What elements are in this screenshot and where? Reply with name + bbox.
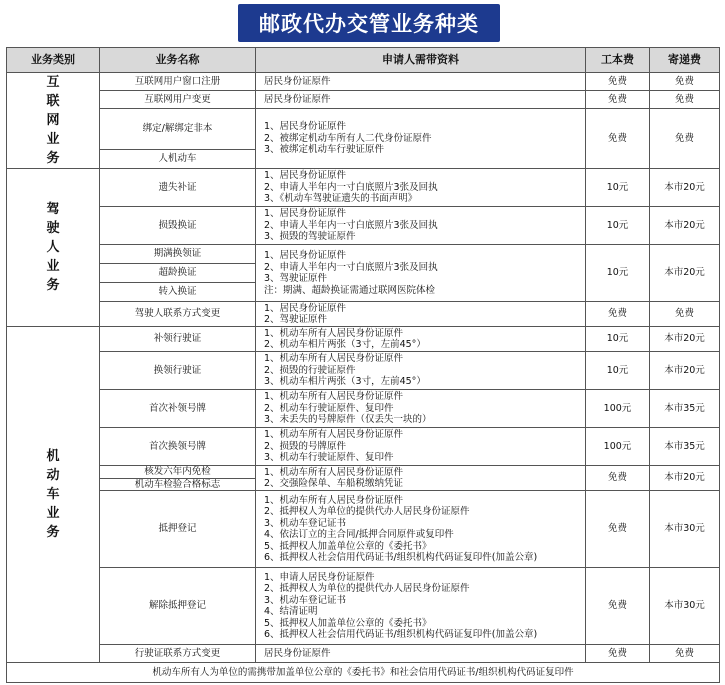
postage-cell: 本市35元 (650, 390, 720, 428)
postage-cell: 本市30元 (650, 568, 720, 645)
service-name (100, 568, 256, 645)
fee-cell: 免费 (586, 466, 650, 491)
service-name: 绑定/解绑定非本 (100, 109, 256, 150)
material-item: 4、结清证明 (264, 606, 318, 617)
service-name-line: 互联网用户变更 (144, 93, 211, 105)
material-item: 2、机动车相片两张（3寸，左前45°） (264, 339, 426, 350)
header-category: 业务类别 (7, 48, 100, 73)
service-name (100, 352, 256, 390)
materials-cell (256, 352, 586, 390)
materials-cell (256, 491, 586, 568)
material-item: 3、机动车相片两张（3寸，左前45°） (264, 376, 426, 388)
service-name-line: 抵押登记 (158, 523, 197, 535)
material-item: 5、抵押权人加盖单位公章的《委托书》 (264, 540, 432, 552)
fee-cell: 100元 (586, 428, 650, 466)
service-name (100, 645, 256, 663)
material-item: 2、被绑定机动车所有人二代身份证原件 (264, 132, 432, 144)
material-item: 居民身份证原件 (264, 647, 331, 659)
material-item: 3、未丢失的号牌原件（仅丢失一块的） (264, 414, 432, 426)
postage-cell: 免费 (650, 91, 720, 109)
material-item: 3、机动车登记证书 (264, 517, 347, 529)
header-postage: 寄递费 (650, 48, 720, 73)
material-item: 1、居民身份证原件 (264, 170, 347, 182)
fee-cell: 免费 (586, 91, 650, 109)
materials-cell (256, 466, 586, 491)
postage-cell: 免费 (650, 302, 720, 327)
service-name-line: 补领行驶证 (153, 333, 202, 345)
service-name (100, 390, 256, 428)
service-name: 核发六年内免检 (100, 466, 256, 479)
service-name-line: 驾驶人联系方式变更 (134, 308, 221, 320)
material-item: 2、机动车行驶证原件、复印件 (264, 402, 394, 414)
material-item: 2、损毁的号牌原件 (264, 440, 347, 452)
postage-cell: 免费 (650, 109, 720, 169)
material-item: 居民身份证原件 (264, 93, 331, 105)
service-name-line: 解除抵押登记 (148, 600, 206, 612)
materials-cell (256, 109, 586, 169)
fee-cell: 10元 (586, 207, 650, 245)
materials-cell (256, 169, 586, 207)
table-row (7, 352, 720, 390)
service-name: 超龄换证 (100, 264, 256, 283)
service-name (100, 169, 256, 207)
service-name-line: 互联网用户窗口注册 (134, 75, 221, 87)
materials-cell (256, 568, 586, 645)
material-item: 1、居民身份证原件 (264, 302, 347, 314)
material-item: 居民身份证原件 (264, 75, 331, 87)
material-item: 2、申请人半年内一寸白底照片3张及回执 (264, 219, 438, 231)
postage-cell: 免费 (650, 645, 720, 663)
material-item: 3、被绑定机动车行驶证原件 (264, 144, 385, 156)
category-char: 驶 (46, 221, 60, 236)
table-row (7, 491, 720, 568)
material-item: 2、申请人半年内一寸白底照片3张及回执 (264, 261, 438, 273)
material-item: 2、抵押权人为单位的提供代办人居民身份证原件 (264, 583, 470, 594)
service-name: 期满换领证 (100, 245, 256, 264)
material-item: 注：期满、超龄换证需通过联网医院体检 (264, 284, 436, 296)
service-name (100, 302, 256, 327)
materials-cell (256, 91, 586, 109)
category-char: 务 (46, 278, 60, 293)
service-name (100, 207, 256, 245)
material-item: 3、《机动车驾驶证遗失的书面声明》 (264, 193, 418, 205)
table-row (7, 327, 720, 352)
service-name: 转入换证 (100, 283, 256, 302)
service-name: 机动车检验合格标志 (100, 478, 256, 491)
table-row (7, 302, 720, 327)
postage-cell: 本市20元 (650, 327, 720, 352)
material-item: 2、损毁的行驶证原件 (264, 364, 356, 376)
material-item: 1、居民身份证原件 (264, 250, 347, 261)
materials-cell (256, 390, 586, 428)
material-item: 1、机动车所有人居民身份证原件 (264, 327, 404, 339)
category-char: 驾 (46, 202, 60, 217)
fee-cell: 免费 (586, 73, 650, 91)
material-item: 5、抵押权人加盖单位公章的《委托书》 (264, 617, 432, 629)
table-row (7, 645, 720, 663)
category-char: 互 (46, 75, 60, 90)
materials-cell (256, 73, 586, 91)
materials-cell (256, 207, 586, 245)
category-char: 业 (46, 506, 60, 521)
fee-cell: 10元 (586, 352, 650, 390)
material-item: 1、申请人居民身份证原件 (264, 571, 375, 583)
category-char: 机 (46, 449, 60, 464)
material-item: 1、机动车所有人居民身份证原件 (264, 494, 404, 506)
material-item: 3、机动车行驶证原件、复印件 (264, 452, 394, 464)
service-name: 人机动车 (100, 150, 256, 169)
fee-cell: 免费 (586, 302, 650, 327)
table-row (7, 207, 720, 245)
footnote-row (7, 663, 720, 683)
footnote: 机动车所有人为单位的需携带加盖单位公章的《委托书》和社会信用代码证书/组织机构代码证复印件 (7, 663, 720, 683)
material-item: 2、申请人半年内一寸白底照片3张及回执 (264, 181, 438, 193)
category-char: 务 (46, 525, 60, 540)
services-table (6, 47, 720, 683)
fee-cell: 10元 (586, 245, 650, 302)
postage-cell: 本市20元 (650, 466, 720, 491)
category-char: 业 (46, 259, 60, 274)
service-name-line: 换领行驶证 (153, 364, 202, 376)
header-materials: 申请人需带资料 (256, 48, 586, 73)
header-fee: 工本费 (586, 48, 650, 73)
materials-cell (256, 302, 586, 327)
table-row (7, 109, 720, 150)
service-name-line: 遗失补证 (158, 181, 197, 193)
category-char: 网 (46, 113, 60, 128)
material-item: 4、依法订立的主合同/抵押合同原件或复印件 (264, 529, 454, 540)
materials-cell (256, 428, 586, 466)
materials-cell (256, 245, 586, 302)
category-char: 联 (46, 94, 60, 109)
postage-cell: 本市20元 (650, 352, 720, 390)
category-cell (7, 327, 100, 663)
service-name-line: 首次换领号牌 (148, 440, 206, 452)
table-body (7, 73, 720, 663)
fee-cell: 100元 (586, 390, 650, 428)
service-name (100, 327, 256, 352)
material-item: 2、驾驶证原件 (264, 314, 328, 325)
service-name-line: 损毁换证 (158, 219, 197, 231)
category-char: 动 (46, 468, 60, 483)
service-name-line: 首次补领号牌 (148, 402, 206, 414)
fee-cell: 免费 (586, 568, 650, 645)
materials-cell (256, 645, 586, 663)
fee-cell: 免费 (586, 645, 650, 663)
material-item: 1、机动车所有人居民身份证原件 (264, 391, 404, 403)
table-row (7, 73, 720, 91)
postage-cell: 本市30元 (650, 491, 720, 568)
materials-cell (256, 327, 586, 352)
category-cell (7, 169, 100, 327)
category-char: 业 (46, 132, 60, 147)
fee-cell: 10元 (586, 169, 650, 207)
service-name (100, 73, 256, 91)
category-char: 人 (46, 240, 60, 255)
fee-cell: 免费 (586, 491, 650, 568)
table-row (7, 428, 720, 466)
category-char: 车 (46, 487, 60, 502)
service-name (100, 91, 256, 109)
postage-cell: 本市20元 (650, 245, 720, 302)
material-item: 1、居民身份证原件 (264, 208, 347, 220)
material-item: 3、机动车登记证书 (264, 594, 347, 606)
header-row (7, 48, 720, 73)
material-item: 6、抵押权人社会信用代码证书/组织机构代码证复印件(加盖公章) (264, 629, 538, 640)
service-name (100, 428, 256, 466)
material-item: 1、机动车所有人居民身份证原件 (264, 353, 404, 365)
material-item: 1、居民身份证原件 (264, 121, 347, 133)
material-item: 6、抵押权人社会信用代码证书/组织机构代码证复印件(加盖公章) (264, 552, 538, 563)
table-row (7, 91, 720, 109)
material-item: 1、机动车所有人居民身份证原件 (264, 466, 404, 478)
material-item: 1、机动车所有人居民身份证原件 (264, 429, 404, 441)
postage-cell: 本市35元 (650, 428, 720, 466)
table-row (7, 169, 720, 207)
material-item: 3、驾驶证原件 (264, 273, 328, 284)
postage-cell: 本市20元 (650, 169, 720, 207)
header-name: 业务名称 (100, 48, 256, 73)
service-name (100, 491, 256, 568)
fee-cell: 10元 (586, 327, 650, 352)
postage-cell: 本市20元 (650, 207, 720, 245)
table-row (7, 245, 720, 264)
postage-cell: 免费 (650, 73, 720, 91)
table-row (7, 568, 720, 645)
table-row (7, 466, 720, 479)
fee-cell: 免费 (586, 109, 650, 169)
service-name-line: 行驶证联系方式变更 (134, 647, 221, 659)
category-cell (7, 73, 100, 169)
table-row (7, 390, 720, 428)
page-title: 邮政代办交管业务种类 (238, 4, 500, 42)
category-char: 务 (46, 151, 60, 166)
material-item: 3、损毁的驾驶证原件 (264, 231, 356, 243)
material-item: 2、抵押权人为单位的提供代办人居民身份证原件 (264, 506, 470, 517)
material-item: 2、交强险保单、车船税缴纳凭证 (264, 478, 404, 489)
